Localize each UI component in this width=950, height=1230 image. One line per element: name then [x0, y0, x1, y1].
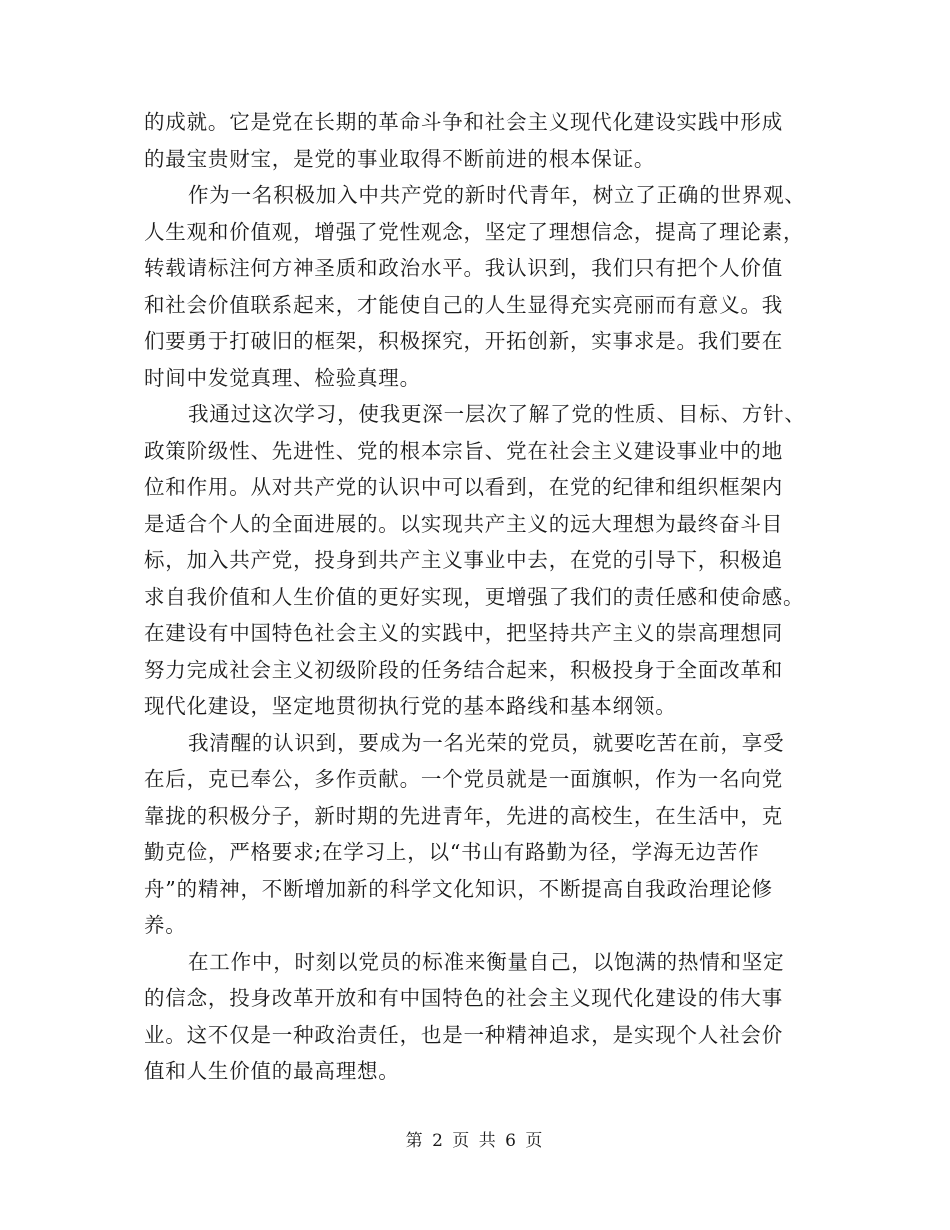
page-number-footer: 第 2 页 共 6 页	[405, 1131, 545, 1151]
text-line: 和社会价值联系起来，才能使自己的人生显得充实亮丽而有意义。我	[144, 292, 783, 317]
text-line: 的最宝贵财宝，是党的事业取得不断前进的根本保证。	[144, 146, 656, 171]
text-line: 养。	[144, 913, 187, 937]
text-line: 政策阶级性、先进性、党的根本宗旨、党在社会主义建设事业中的地	[144, 438, 783, 463]
paragraph	[144, 104, 816, 177]
text-line: 我通过这次学习，使我更深一层次了解了党的性质、目标、方针、	[188, 402, 806, 426]
text-line: 的成就。它是党在长期的革命斗争和社会主义现代化建设实践中形成	[144, 110, 783, 134]
text-line: 是适合个人的全面进展的。以实现共产主义的远大理想为最终奋斗目	[144, 511, 783, 536]
text-line: 舟”的精神，不断增加新的科学文化知识，不断提高自我政治理论修	[144, 876, 773, 901]
text-line: 勤克俭，严格要求;在学习上，以“书山有路勤为径，学海无边苦作	[144, 840, 760, 864]
paragraph	[144, 944, 816, 1090]
paragraph	[144, 396, 816, 725]
paragraph	[144, 177, 816, 396]
text-line: 值和人生价值的最高理想。	[144, 1059, 400, 1083]
text-line: 努力完成社会主义初级阶段的任务结合起来，积极投身于全面改革和	[144, 657, 783, 682]
paragraph	[144, 725, 816, 944]
text-line: 在后，克已奉公，多作贡献。一个党员就是一面旗帜，作为一名向党	[144, 767, 783, 791]
text-line: 求自我价值和人生价值的更好实现，更增强了我们的责任感和使命感。	[144, 584, 805, 609]
text-line: 作为一名积极加入中共产党的新时代青年，树立了正确的世界观、	[188, 183, 806, 207]
text-line: 时间中发觉真理、检验真理。	[144, 365, 421, 390]
text-line: 在工作中，时刻以党员的标准来衡量自己，以饱满的热情和坚定	[188, 949, 785, 974]
text-line: 现代化建设，坚定地贯彻执行党的基本路线和基本纲领。	[144, 694, 677, 718]
text-line: 位和作用。从对共产党的认识中可以看到，在党的纪律和组织框架内	[144, 475, 783, 499]
text-line: 我清醒的认识到，要成为一名光荣的党员，就要吃苦在前，享受	[188, 730, 785, 755]
document-body	[144, 104, 816, 1090]
text-line: 靠拢的积极分子，新时期的先进青年，先进的高校生，在生活中，克	[144, 803, 783, 828]
text-line: 业。这不仅是一种政治责任，也是一种精神追求，是实现个人社会价	[144, 1022, 783, 1047]
text-line: 在建设有中国特色社会主义的实践中，把坚持共产主义的崇高理想同	[144, 621, 783, 645]
text-line: 的信念，投身改革开放和有中国特色的社会主义现代化建设的伟大事	[144, 986, 783, 1010]
text-line: 人生观和价值观，增强了党性观念，坚定了理想信念，提高了理论素，	[144, 219, 805, 244]
text-line: 转载请标注何方神圣质和政治水平。我认识到，我们只有把个人价值	[144, 256, 783, 280]
text-line: 们要勇于打破旧的框架，积极探究，开拓创新，实事求是。我们要在	[144, 329, 783, 353]
text-line: 标，加入共产党，投身到共产主义事业中去，在党的引导下，积极追	[144, 548, 783, 572]
